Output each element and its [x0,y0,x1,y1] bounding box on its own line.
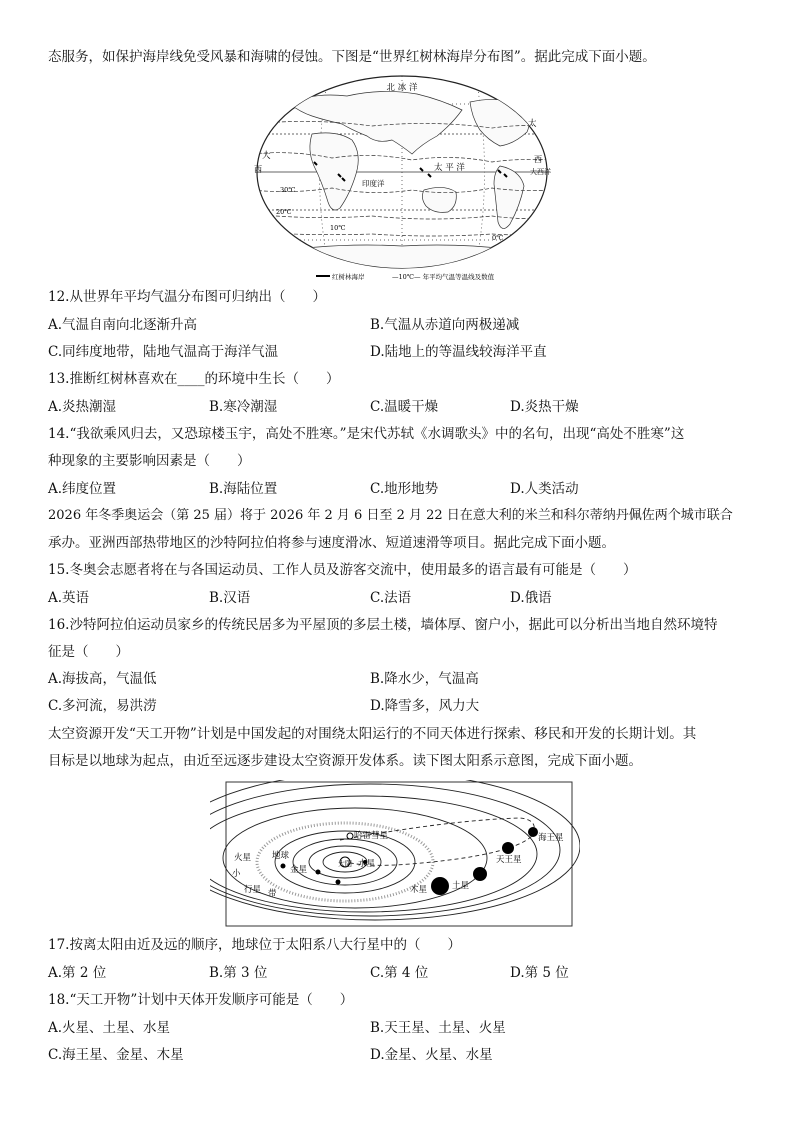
map-label-atlantic-right: 大西洋 [530,168,551,176]
q17-option-c: C.第 4 位 [370,965,429,981]
q17-option-d: D.第 5 位 [510,965,569,981]
q16-option-b: B.降水少，气温高 [370,671,479,687]
q14-option-d: D.人类活动 [510,481,579,497]
solar-uranus-label: 天王星 [496,855,522,865]
q13-stem: 13.推断红树林喜欢在____的环境中生长（ ） [48,371,340,387]
map-label-pacific-top: 太 [528,119,537,129]
q12-stem: 12.从世界年平均气温分布图可归纳出（ ） [48,289,326,305]
q16-option-d: D.降雪多，风力大 [370,698,480,714]
intro-line: 态服务，如保护海岸线免受风暴和海啸的侵蚀。下图是“世界红树林海岸分布图”。据此完成下面小题。 [48,49,656,65]
map-label-arctic: 北 冰 洋 [386,83,418,93]
q18-option-b: B.天王星、土星、火星 [370,1020,506,1036]
q15-option-d: D.俄语 [510,590,552,606]
map-label-west: 西 [254,165,262,174]
solar-earth-label: 地球 [272,851,290,861]
map-iso-30: 30℃ [280,186,296,194]
map-label-west2: 西 [534,155,542,164]
solar-venus-label: 金星 [290,865,308,875]
olympics-line-1: 2026 年冬季奥运会（第 25 届）将于 2026 年 2 月 6 日至 2 月 22 日在意大利的米兰和科尔蒂纳丹佩佐两个城市联合 [48,508,733,523]
q13-option-b: B.寒冷潮湿 [209,399,278,415]
q15-option-b: B.汉语 [209,590,251,606]
q12-option-c: C.同纬度地带，陆地气温高于海洋气温 [48,344,279,360]
solar-belt-label-3: 带 [268,889,277,899]
q16-stem-1: 16.沙特阿拉伯运动员家乡的传统民居多为平屋顶的多层土楼，墙体厚、窗户小，据此可以分析出当地自然环境特 [48,617,718,633]
map-label-atlantic-left: 大 [262,151,271,161]
solar-belt-label-1: 小 [232,869,241,879]
q15-stem: 15.冬奥会志愿者将在与各国运动员、工作人员及游客交流中，使用最多的语言最有可能是（ ） [48,562,637,578]
q12-option-a: A.气温自南向北逐渐升高 [48,317,198,333]
q16-option-a: A.海拔高，气温低 [48,671,157,687]
solar-mercury-label: 水星 [358,859,376,869]
solar-belt-label-2: 行星 [244,885,262,895]
solar-neptune-label: 海王星 [538,833,564,843]
space-line-2: 目标是以地球为起点，由近至远逐步建设太空资源开发体系。读下图太阳系示意图，完成下面小题。 [48,753,642,769]
space-line-1: 太空资源开发“天工开物”计划是中国发起的对围绕太阳运行的不同天体进行探索、移民和开发的长期计划。其 [48,726,697,742]
q12-option-b: B.气温从赤道向两极递减 [370,317,520,333]
q17-stem: 17.按离太阳由近及远的顺序，地球位于太阳系八大行星中的（ ） [48,937,461,953]
solar-mars-label: 火星 [234,853,252,863]
olympics-line-2: 承办。亚洲西部热带地区的沙特阿拉伯将参与速度滑冰、短道速滑等项目。据此完成下面小题。 [48,535,615,551]
q13-option-c: C.温暖干燥 [370,399,439,415]
solar-comet-label: 哈雷彗星 [354,831,389,841]
q18-stem: 18.“天工开物”计划中天体开发顺序可能是（ ） [48,992,354,1008]
q18-option-c: C.海王星、金星、木星 [48,1047,184,1063]
legend-mangrove: 红树林海岸 [332,273,365,281]
solar-jupiter-label: 木星 [410,885,428,895]
q18-option-a: A.火星、土星、水星 [48,1020,171,1036]
q14-option-b: B.海陆位置 [209,481,278,497]
map-iso-10: 10℃ [330,224,346,232]
q14-option-a: A.纬度位置 [48,481,117,497]
q14-option-c: C.地形地势 [370,481,439,497]
q17-option-b: B.第 3 位 [209,965,268,981]
q15-option-a: A.英语 [48,590,90,606]
q17-option-a: A.第 2 位 [48,965,107,981]
map-iso-0: 0℃ [492,234,504,242]
solar-sun-label: 太阳 [338,860,352,868]
q16-option-c: C.多河流，易洪涝 [48,698,157,714]
q13-option-a: A.炎热潮湿 [48,399,117,415]
map-iso-20: 20℃ [276,208,292,216]
legend-isotherm: —10℃— 年平均气温等温线及数值 [392,273,495,281]
map-label-indian: 印度洋 [362,179,385,188]
map-label-pacific: 太 平 洋 [434,163,465,173]
q15-option-c: C.法语 [370,590,412,606]
q14-stem-1: 14.“我欲乘风归去，又恐琼楼玉宇，高处不胜寒。”是宋代苏轼《水调歌头》中的名句，出现“高处不胜寒”这 [48,426,685,442]
q14-stem-2: 种现象的主要影响因素是（ ） [48,453,251,469]
q12-option-d: D.陆地上的等温线较海洋平直 [370,344,547,360]
mangrove-world-map [252,74,552,284]
q18-option-d: D.金星、火星、水星 [370,1047,493,1063]
solar-saturn-label: 土星 [452,881,470,891]
q16-stem-2: 征是（ ） [48,644,129,660]
q13-option-d: D.炎热干燥 [510,399,579,415]
antarctica [262,245,542,274]
solar-system-diagram [210,780,580,930]
